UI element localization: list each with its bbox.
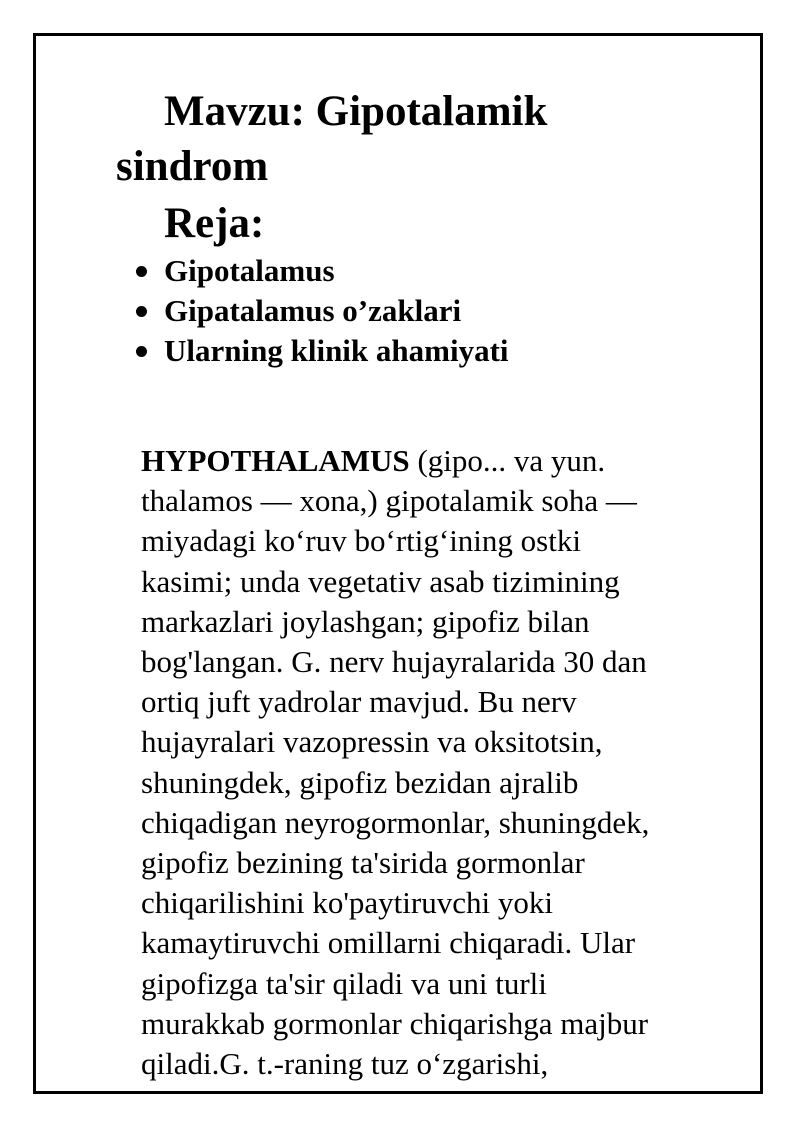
plan-item: [134, 291, 509, 331]
page-title: [116, 84, 636, 194]
plan-item-label: Gipatalamus o’zaklari: [164, 293, 462, 328]
title-line-1: Mavzu: Gipotalamik: [164, 88, 548, 135]
body-line: shuningdek, gipofiz bezidan ajralib: [141, 764, 579, 800]
body-line: chiqadigan neyrogormonlar, shuningdek,: [141, 804, 650, 840]
body-line-text: (gipo... va yun.: [409, 443, 606, 478]
body-line: ortiq juft yadrolar mavjud. Bu nerv: [141, 684, 577, 720]
body-line: hujayralari vazopressin va oksitotsin,: [141, 724, 603, 760]
body-paragraph: [141, 441, 741, 1084]
body-line: chiqarilishini ko'paytiruvchi yoki: [141, 885, 553, 921]
body-line: gipofizga ta'sir qiladi va uni turli: [141, 965, 547, 1001]
body-line: miyadagi koʻruv boʻrtigʻining ostki: [141, 523, 581, 559]
body-line: kasimi; unda vegetativ asab tizimining: [141, 563, 620, 599]
plan-item-label: Gipotalamus: [164, 253, 335, 288]
plan-heading: Reja:: [164, 200, 265, 247]
body-line: markazlari joylashgan; gipofiz bilan: [141, 603, 590, 639]
body-term: HYPOTHALAMUS: [141, 443, 410, 478]
plan-item: [134, 251, 509, 291]
plan-list: [134, 251, 509, 371]
plan-item: [134, 331, 509, 371]
bullet-icon: [136, 266, 147, 277]
body-line: qiladi.G. t.-raning tuz oʻzgarishi,: [141, 1046, 549, 1082]
body-line: kamaytiruvchi omillarni chiqaradi. Ular: [141, 925, 636, 961]
plan-item-label: Ularning klinik ahamiyati: [164, 333, 509, 368]
body-line: thalamos — xona,) gipotalamik soha —: [141, 483, 637, 519]
bullet-icon: [136, 306, 147, 317]
body-line: gipofiz bezining ta'sirida gormonlar: [141, 845, 585, 881]
body-line: bog'langan. G. nerv hujayralarida 30 dan: [141, 644, 647, 680]
title-line-2: sindrom: [116, 143, 269, 190]
page-frame: [33, 33, 763, 1094]
body-line: [141, 441, 741, 481]
body-line: murakkab gormonlar chiqarishga majbur: [141, 1005, 649, 1041]
bullet-icon: [136, 346, 147, 357]
